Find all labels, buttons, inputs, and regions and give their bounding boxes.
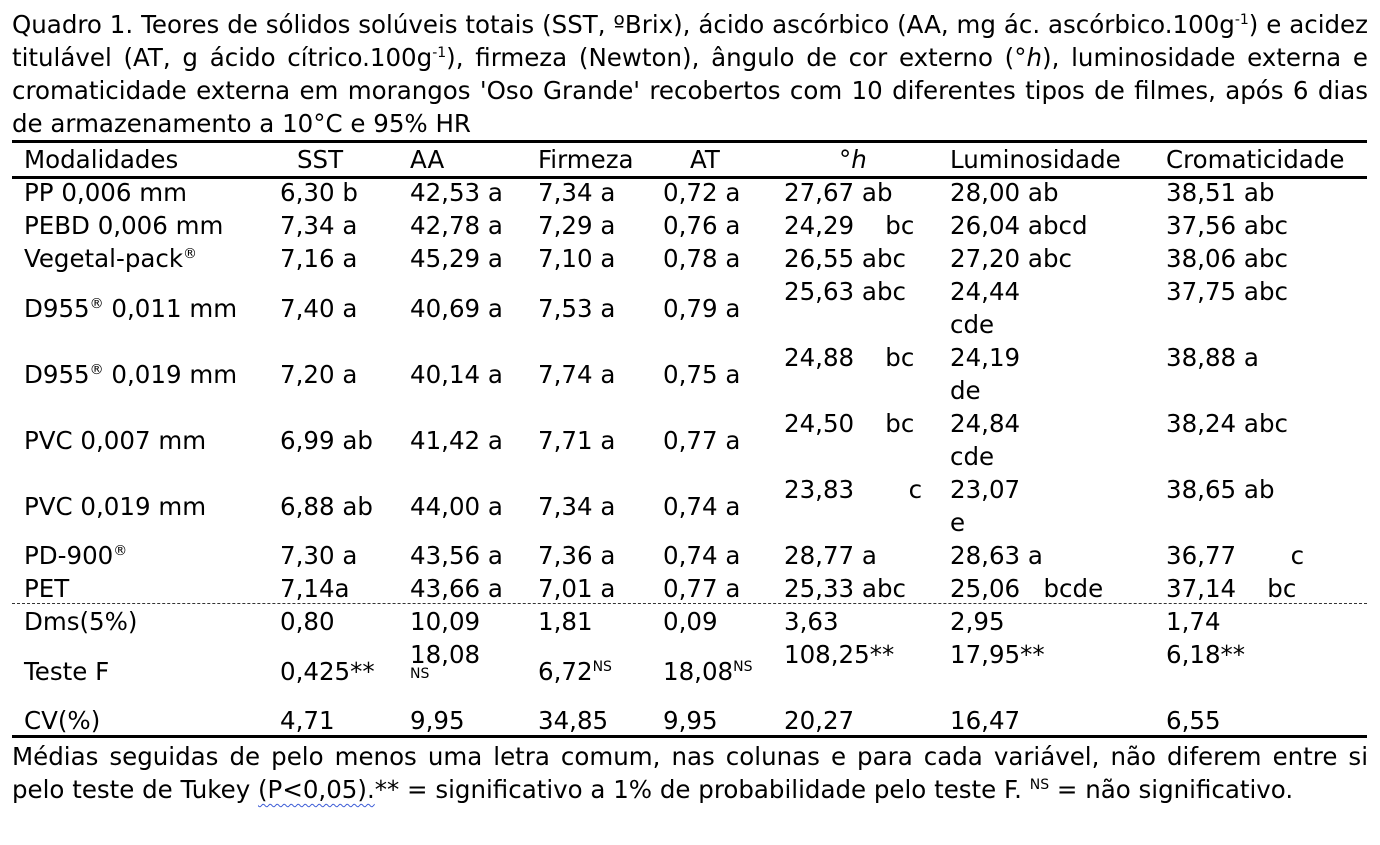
table-cell: 24,84 cde <box>950 409 1021 471</box>
table-cell: 41,42 a <box>410 425 503 455</box>
table-cell: 0,75 a <box>663 359 741 389</box>
table-cell: 7,34 a <box>538 491 616 521</box>
table-cell: 28,00 ab <box>950 178 1059 207</box>
table-cell: 7,10 a <box>538 244 616 273</box>
table-cell: 7,01 a <box>538 574 616 603</box>
table-cell: 25,63 abc <box>784 277 906 306</box>
table-cell: 24,19 de <box>950 343 1021 405</box>
stats-row-teste-f <box>12 638 1367 704</box>
table-cell: 2,95 <box>950 607 1005 636</box>
table-cell: 7,74 a <box>538 359 616 389</box>
table-row <box>12 209 1367 242</box>
table-cell: 26,55 abc <box>784 244 906 273</box>
table-cell: 20,27 <box>784 706 855 735</box>
table-cell: 7,34 a <box>538 178 616 207</box>
table-cell: 43,66 a <box>410 574 503 603</box>
table-cell: 42,53 a <box>410 178 503 207</box>
table-cell: 7,20 a <box>280 359 358 389</box>
table-cell: 3,63 <box>784 607 839 636</box>
table-cell: 45,29 a <box>410 244 503 273</box>
caption-superscript: -1 <box>432 45 447 61</box>
table-cell: 6,99 ab <box>280 425 373 455</box>
table-cell: 0,72 a <box>663 178 741 207</box>
table-row <box>12 242 1367 275</box>
table-cell: 38,65 ab <box>1166 475 1275 504</box>
table-cell: 0,09 <box>663 607 718 636</box>
table-cell: 0,80 <box>280 607 335 636</box>
table-body <box>12 176 1367 605</box>
table-cell: 6,55 <box>1166 706 1221 735</box>
col-header-hue: °h <box>839 145 867 174</box>
table-footnote: Médias seguidas de pelo menos uma letra comum, nas colunas e para cada variável, não diferem entre si pelo teste de Tukey (P<0,05).** = significativo a 1% de probabilidade pelo teste F. $^{NS}$ = não significativo. <box>12 742 1368 804</box>
table-caption <box>12 8 1368 140</box>
table-cell: 38,06 abc <box>1166 244 1288 273</box>
table-cell: 4,71 <box>280 706 335 735</box>
caption-italic-h: h <box>1026 43 1043 72</box>
caption-superscript: -1 <box>1234 12 1249 28</box>
registered-mark: ® <box>183 246 198 262</box>
modalidade-cell: PD-900® <box>24 541 128 570</box>
table-cell: 24,44 cde <box>950 277 1021 339</box>
table-cell: 37,75 abc <box>1166 277 1288 306</box>
table-cell: 38,88 a <box>1166 343 1259 372</box>
table-cell: 7,16 a <box>280 244 358 273</box>
col-header-aa: AA <box>410 145 445 174</box>
modalidade-cell: Vegetal-pack® <box>24 244 198 273</box>
table-cell: 44,00 a <box>410 491 503 521</box>
table-cell: 1,74 <box>1166 607 1221 636</box>
table-cell: 34,85 <box>538 706 609 735</box>
table-cell: 37,14 bc <box>1166 574 1297 603</box>
modalidade-cell: PVC 0,007 mm <box>24 425 207 455</box>
table-cell: 7,34 a <box>280 211 358 240</box>
table-row <box>12 341 1367 407</box>
stat-label: CV(%) <box>24 706 101 735</box>
table-cell: $18,08^{NS}$ <box>663 656 753 686</box>
table-cell: 0,425** <box>280 656 375 686</box>
table-cell: 9,95 <box>663 706 718 735</box>
stats-body <box>12 605 1367 737</box>
caption-text: ), luminosidade externa e cromaticidade externa em morangos 'Oso Grande' recobertos com 10 diferentes tipos de filmes, após 6 dias de armazenamento a 10°C e 95% HR <box>12 43 1368 138</box>
table-cell: 6,18** <box>1166 640 1246 669</box>
table-cell: 28,77 a <box>784 541 877 570</box>
table-cell: 42,78 a <box>410 211 503 240</box>
table-cell: 0,74 a <box>663 491 741 521</box>
table-cell: 24,88 bc <box>784 343 915 372</box>
col-header-luminosidade: Luminosidade <box>950 145 1121 174</box>
caption-text: ), firmeza (Newton), ângulo de cor externo (° <box>446 43 1027 72</box>
table-cell: 6,30 b <box>280 178 358 207</box>
table-cell: 38,51 ab <box>1166 178 1275 207</box>
table-cell: 0,77 a <box>663 574 741 603</box>
table-cell: 23,83 c <box>784 475 923 504</box>
table-cell: $6,72^{NS}$ <box>538 656 612 686</box>
table-cell: 0,79 a <box>663 293 741 323</box>
table-cell: 10,09 <box>410 607 481 636</box>
table-cell: 40,69 a <box>410 293 503 323</box>
table-cell: 17,95** <box>950 640 1045 669</box>
registered-mark: ® <box>89 295 104 312</box>
table-cell: 27,20 abc <box>950 244 1072 273</box>
table-row <box>12 473 1367 539</box>
table-cell: 6,88 ab <box>280 491 373 521</box>
table-cell: 43,56 a <box>410 541 503 570</box>
table-cell: 0,76 a <box>663 211 741 240</box>
caption-text: ) e acidez titulável (AT, g ácido cítrico.100g <box>12 10 1368 72</box>
table-cell: 1,81 <box>538 607 593 636</box>
registered-mark: ® <box>113 543 128 559</box>
ns-superscript: NS <box>733 658 753 675</box>
table-cell: 7,14a <box>280 574 350 603</box>
col-header-sst: SST <box>297 145 344 174</box>
table-cell: 7,30 a <box>280 541 358 570</box>
table-cell: 7,29 a <box>538 211 616 240</box>
header-row <box>12 143 1367 176</box>
modalidade-cell: D955® 0,019 mm <box>24 359 238 389</box>
col-header-cromaticidade: Cromaticidade <box>1166 145 1345 174</box>
table-cell: 108,25** <box>784 640 895 669</box>
table-row <box>12 407 1367 473</box>
table-cell: 7,53 a <box>538 293 616 323</box>
table-cell: 9,95 <box>410 706 465 735</box>
modalidade-cell: PET <box>24 574 70 603</box>
modalidade-cell: D955® 0,011 mm <box>24 293 238 323</box>
stat-label: Dms(5%) <box>24 607 138 636</box>
table-cell: 28,63 a <box>950 541 1043 570</box>
data-table <box>12 143 1367 737</box>
ns-superscript: NS <box>592 658 612 675</box>
table-cell: 24,29 bc <box>784 211 915 240</box>
col-header-firmeza: Firmeza <box>538 145 634 174</box>
col-header-at: AT <box>690 145 720 174</box>
table-cell: 24,50 bc <box>784 409 915 438</box>
caption-text: Quadro 1. Teores de sólidos solúveis totais (SST, ºBrix), ácido ascórbico (AA, mg ác. ascórbico.100g <box>12 10 1235 39</box>
stat-label: Teste F <box>24 656 110 686</box>
table-cell: 7,71 a <box>538 425 616 455</box>
table-row <box>12 275 1367 341</box>
table-cell: 37,56 abc <box>1166 211 1288 240</box>
modalidade-cell: PP 0,006 mm <box>24 178 187 207</box>
ns-superscript: NS <box>1029 777 1050 793</box>
table-cell: 25,06 bcde <box>950 574 1104 603</box>
table-cell: 0,74 a <box>663 541 741 570</box>
table-cell: 27,67 ab <box>784 178 893 207</box>
col-header-modalidades: Modalidades <box>24 145 179 174</box>
modalidade-cell: PVC 0,019 mm <box>24 491 207 521</box>
table-cell: 25,33 abc <box>784 574 906 603</box>
table-row <box>12 176 1367 209</box>
registered-mark: ® <box>89 361 104 378</box>
table-cell: 7,36 a <box>538 541 616 570</box>
table-cell: 40,14 a <box>410 359 503 389</box>
modalidade-cell: PEBD 0,006 mm <box>24 211 224 240</box>
spellcheck-squiggle: (P<0,05). <box>257 775 375 804</box>
ns-superscript: NS <box>410 666 430 682</box>
table-cell: 16,47 <box>950 706 1021 735</box>
table-row <box>12 539 1367 572</box>
stats-row-dms <box>12 605 1367 638</box>
table-row <box>12 572 1367 605</box>
table-cell: 7,40 a <box>280 293 358 323</box>
table-cell: 26,04 abcd <box>950 211 1088 240</box>
table-cell: 0,78 a <box>663 244 741 273</box>
table-cell: 0,77 a <box>663 425 741 455</box>
stats-row-cv <box>12 704 1367 737</box>
table-cell: 23,07 e <box>950 475 1021 537</box>
table-cell: 18,08 NS <box>410 638 538 704</box>
table-cell: 38,24 abc <box>1166 409 1288 438</box>
table-cell: 36,77 c <box>1166 541 1305 570</box>
